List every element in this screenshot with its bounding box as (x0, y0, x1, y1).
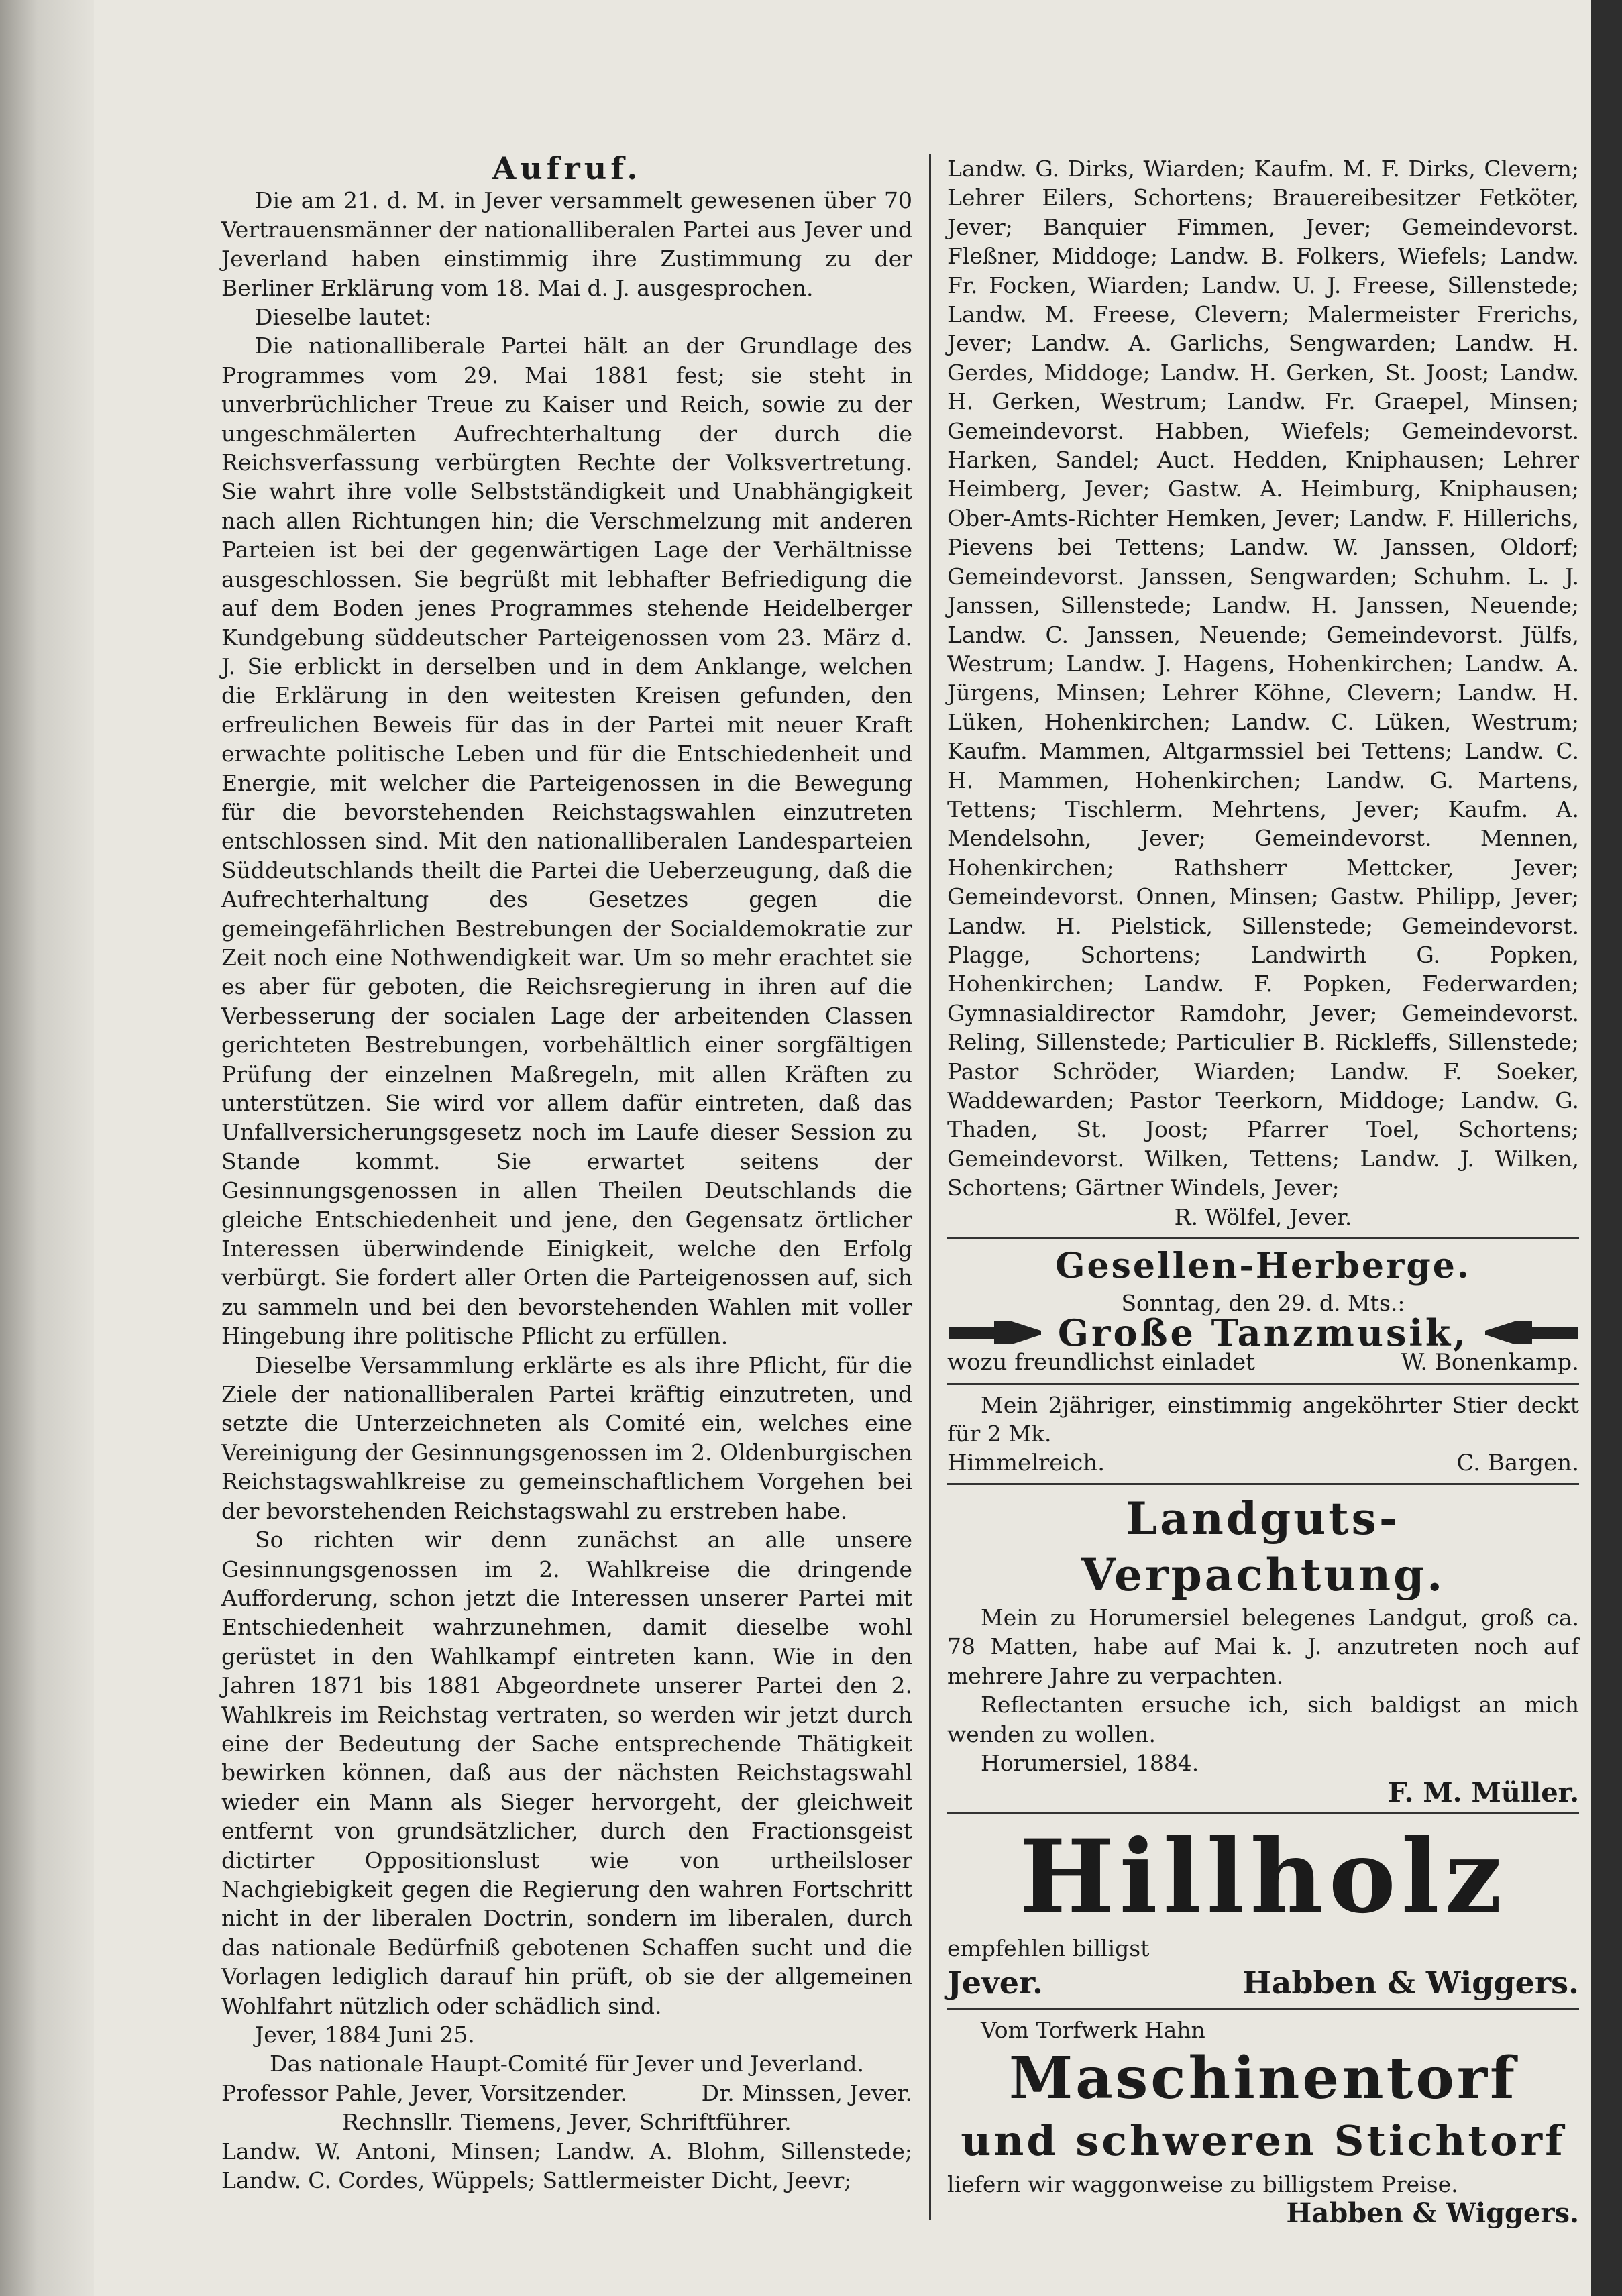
ad-divider (947, 1237, 1579, 1239)
ad-landgut-signature: F. M. Müller. (1388, 1776, 1579, 1808)
article-paragraph-1: Die nationalliberale Partei hält an der Grundlage des Programmes vom 29. Mai 1881 fest; sie steht in unverbrüchlicher Treue zu Kaiser und Reich, sowie zu der ungeschmälerten Aufrechterhaltung der durch die Reichsverfassung verbürgten Rechte der Volksvertretung. Sie wahrt ihre volle Selbstständigkeit und Unabhängigkeit nach allen Richtungen hin; die Verschmelzung mit anderen Parteien ist bei der gegenwärtigen Lage der Verhältnisse ausgeschlossen. Sie begrüßt mit lebhafter Befriedigung die auf dem Boden jenes Programmes stehende Heidelberger Kundgebung süddeutscher Parteigenossen vom 23. März d. J. Sie erblickt in derselben und in dem Anklange, welchen die Erklärung in den weitesten Kreisen gefunden, den erfreulichen Beweis für das in der Partei mit neuer Kraft erwachte politische Leben und für die Entschiedenheit und Energie, mit welcher die Parteigenossen in die Bewegung für die bevorstehenden Reichstagswahlen einzutreten entschlossen sind. Mit den nationalliberalen Landesparteien Süddeutschlands theilt die Partei die Ueberzeugung, daß die Aufrechterhaltung des Gesetzes gegen die gemeingefährlichen Bestrebungen der Socialdemokratie zur Zeit noch eine Nothwendigkeit war. Um so mehr erachtet sie es aber für geboten, die Reichsregierung in ihren auf die Verbesserung der socialen Lage der arbeitenden Classen gerichteten Bestrebungen, vorbehältlich einer sorgfältigen Prüfung der einzelnen Maßregeln, mit allen Kräften zu unterstützen. Sie wird vor allem dafür eintreten, daß das Unfallversicherungsgesetz noch im Laufe dieser Session zu Stande kommt. Sie erwartet seitens der Gesinnungsgenossen in allen Theilen Deutschlands die gleiche Entschiedenheit und jene, den Gegensatz örtlicher Interessen überwindende Einigkeit, welche den Erfolg verbürgt. Sie fordert aller Orten die Parteigenossen auf, sich zu sammeln und bei den bevorstehenden Wahlen mit voller Hingebung ihre politische Pflicht zu erfüllen. (221, 333, 912, 1350)
ad-gesellen-title: Gesellen-Herberge. (1055, 1246, 1471, 1287)
ad-stier-footer (947, 1449, 1579, 1478)
ad-divider (947, 1483, 1579, 1485)
article-intro: Die am 21. d. M. in Jever versammelt gewesenen über 70 Vertrauensmänner der nationalliberalen Partei aus Jever und Jeverland haben einstimmig ihre Zustimmung zu der Berliner Erklärung vom 18. Mai d. J. ausgesprochen. (221, 187, 912, 301)
ad-stier-place: Himmelreich. (947, 1449, 1105, 1476)
member-list-last: R. Wölfel, Jever. (1174, 1203, 1352, 1230)
column-divider (929, 154, 931, 2220)
ad-gesellen-event-row (947, 1311, 1579, 1354)
ad-landgut-title: Landguts-Verpachtung. (1081, 1492, 1446, 1602)
ad-hillholz-firm: Habben & Wiggers. (1242, 1965, 1579, 2002)
signature-chair: Professor Pahle, Jever, Vorsitzender. (221, 2079, 628, 2106)
ad-gesellen-date: Sonntag, den 29. d. Mts.: (1121, 1290, 1405, 1317)
ad-torf-title-1: Maschinentorf (1008, 2044, 1518, 2112)
ad-torf-from: Vom Torfwerk Hahn (981, 2017, 1205, 2044)
signature-minssen: Dr. Minssen, Jever. (701, 2079, 912, 2106)
ad-gesellen-event: Große Tanzmusik, (1057, 1311, 1469, 1354)
ad-hillholz-title: Hillholz (1019, 1817, 1507, 1936)
ad-hillholz-place: Jever. (947, 1965, 1044, 2002)
ad-divider (947, 1812, 1579, 1814)
article-paragraph-3: So richten wir denn zunächst an alle unsere Gesinnungsgenossen im 2. Wahlkreise die dringende Aufforderung, schon jetzt die Interessen unserer Partei mit Entschiedenheit wahrzunehmen, damit dieselbe wohl gerüstet in den Wahlkampf eintreten kann. Wie in den Jahren 1871 bis 1881 Abgeordnete unserer Partei den 2. Wahlkreis im Reichstag vertraten, so werden wir jetzt durch eine der Bedeutung der Sache entsprechende Thätigkeit bewirken können, daß aus der nächsten Reichstagswahl wieder ein Mann als Sieger hervorgeht, der gleichweit entfernt von grundsätzlicher, durch den Fractionsgeist dictirter Oppositionslust wie von urtheilsloser Nachgiebigkeit gegen die Regierung den wahren Fortschritt nicht in der liberalen Doctrin, sondern im liberalen, durch das nationale Bedürfniß gebotenen Schaffen sucht und die Vorlagen lediglich darauf hin prüft, ob sie der allgemeinen Wohlfahrt nützlich oder schädlich sind. (221, 1527, 912, 2019)
ad-landgut-text-1: Mein zu Horumersiel belegenes Landgut, groß ca. 78 Matten, habe auf Mai k. J. anzutreten noch auf mehrere Jahre zu verpachten. (947, 1604, 1579, 1689)
signature-row-1 (221, 2079, 912, 2108)
right-column (947, 154, 1579, 2228)
article-lautet: Dieselbe lautet: (255, 304, 432, 331)
ad-stier-signature: C. Bargen. (1456, 1449, 1579, 1476)
ad-torf-text: liefern wir waggonweise zu billigstem Preise. (947, 2171, 1458, 2197)
scan-border (1591, 0, 1622, 2296)
ad-landgut-place: Horumersiel, 1884. (981, 1750, 1199, 1777)
committee-title: Das nationale Haupt-Comité für Jever und Jeverland. (269, 2051, 864, 2077)
ad-gesellen-signature: W. Bonenkamp. (1401, 1349, 1579, 1376)
ad-torf-title-2: und schweren Stichtorf (961, 2116, 1566, 2165)
pointing-hand-right-icon (947, 1317, 1048, 1348)
ad-divider (947, 2008, 1579, 2010)
ad-hillholz-text: empfehlen billigst (947, 1934, 1150, 1961)
member-list-start: Landw. W. Antoni, Minsen; Landw. A. Blohm, Sillenstede; Landw. C. Cordes, Wüppels; Sattlermeister Dicht, Jeevr; (221, 2138, 912, 2194)
ad-divider (947, 1383, 1579, 1385)
pointing-hand-left-icon (1478, 1317, 1579, 1348)
article-paragraph-2: Dieselbe Versammlung erklärte es als ihre Pflicht, für die Ziele der nationalliberalen Partei kräftig einzutreten, und setzte die Unterzeichneten als Comité ein, welches eine Vereinigung der Gesinnungsgenossen im 2. Oldenburgischen Reichstagswahlkreise zu gemeinschaftlichem Vorgehen bei der bevorstehenden Reichstagswahl zu erstreben habe. (221, 1352, 912, 1524)
ad-gesellen-invite: wozu freundlichst einladet (947, 1349, 1255, 1376)
article-heading: Aufruf. (492, 150, 642, 186)
signature-secretary: Rechnsllr. Tiemens, Jever, Schriftführer. (342, 2109, 792, 2136)
ad-hillholz-footer (947, 1963, 1579, 2003)
page-binding-edge (0, 0, 94, 2296)
ad-landgut-text-2: Reflectanten ersuche ich, sich baldigst an mich wenden zu wollen. (947, 1692, 1579, 1747)
article-dateline: Jever, 1884 Juni 25. (255, 2022, 475, 2048)
left-column (221, 150, 912, 2195)
member-list-continued: Landw. G. Dirks, Wiarden; Kaufm. M. F. Dirks, Clevern; Lehrer Eilers, Schortens; Brauereibesitzer Fetköter, Jever; Banquier Fimmen, Jever; Gemeindevorst. Fleßner, Middoge; Landw. B. Folkers, Wiefels; Landw. Fr. Focken, Wiarden; Landw. U. J. Freese, Sillenstede; Landw. M. Freese, Clevern; Malermeister Frerichs, Jever; Landw. A. Garlichs, Sengwarden; Landw. H. Gerdes, Middoge; Landw. H. Gerken, St. Joost; Landw. H. Gerken, Westrum; Landw. Fr. Graepel, Minsen; Gemeindevorst. Habben, Wiefels; Gemeindevorst. Harken, Sandel; Auct. Hedden, Kniphausen; Lehrer Heimberg, Jever; Gastw. A. Heimburg, Kniphausen; Ober-Amts-Richter Hemken, Jever; Landw. F. Hillerichs, Pievens bei Tettens; Landw. W. Janssen, Oldorf; Gemeindevorst. Janssen, Sengwarden; Schuhm. L. J. Janssen, Sillenstede; Landw. H. Janssen, Neuende; Landw. C. Janssen, Neuende; Gemeindevorst. Jülfs, Westrum; Landw. J. Hagens, Hohenkirchen; Landw. A. Jürgens, Minsen; Lehrer Köhne, Clevern; Landw. H. Lüken, Hohenkirchen; Landw. C. Lüken, Westrum; Kaufm. Mammen, Altgarmssiel bei Tettens; Landw. C. H. Mammen, Hohenkirchen; Landw. G. Martens, Tettens; Tischlerm. Mehrtens, Jever; Kaufm. A. Mendelsohn, Jever; Gemeindevorst. Mennen, Hohenkirchen; Rathsherr Mettcker, Jever; Gemeindevorst. Onnen, Minsen; Gastw. Philipp, Jever; Landw. H. Pielstick, Sillenstede; Gemeindevorst. Plagge, Schortens; Landwirth G. Popken, Hohenkirchen; Landw. F. Popken, Federwarden; Gymnasialdirector Ramdohr, Jever; Gemeindevorst. Reling, Sillenstede; Particulier B. Rickleffs, Sillenstede; Pastor Schröder, Wiarden; Landw. F. Soeker, Waddewarden; Pastor Teerkorn, Middoge; Landw. G. Thaden, St. Joost; Pfarrer Toel, Schortens; Gemeindevorst. Wilken, Tettens; Landw. J. Wilken, Schortens; Gärtner Windels, Jever; (947, 156, 1579, 1201)
ad-stier-text: Mein 2jähriger, einstimmig angeköhrter Stier deckt für 2 Mk. (947, 1391, 1579, 1447)
ad-torf-firm: Habben & Wiggers. (1286, 2197, 1579, 2230)
